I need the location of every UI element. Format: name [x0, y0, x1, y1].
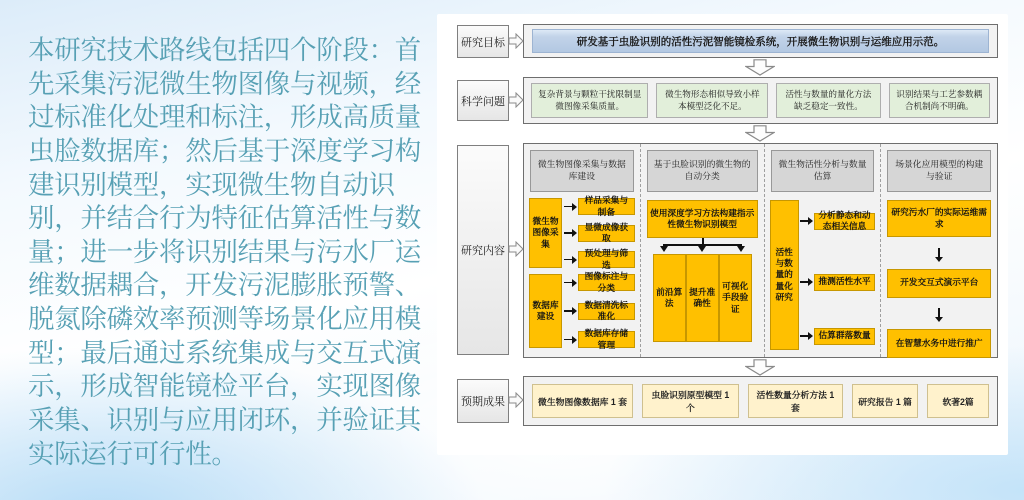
outcome-box: 研究报告 1 篇: [852, 384, 918, 418]
arrow-right-icon: [564, 232, 572, 234]
image-collection-group: [529, 195, 635, 270]
stage-label-scientific-questions: 科学问题: [457, 80, 509, 121]
question-box: 活性与数量的量化方法缺乏稳定一致性。: [776, 83, 880, 118]
database-construction-group: [529, 271, 635, 350]
flow-down-arrow-icon: [745, 125, 775, 147]
scientific-questions-container: [523, 77, 998, 124]
task-box: 可视化手段验证: [719, 254, 752, 342]
flow-down-arrow-icon: [745, 359, 775, 381]
research-goal-container: [523, 24, 998, 58]
step-box: 研究污水厂的实际运维需求: [887, 200, 991, 237]
deep-learning-model-box: 使用深度学习方法构建指示性微生物识别模型: [647, 200, 758, 238]
group-side-box: 活性与数量的量化研究: [770, 200, 799, 350]
stage-label-expected-outcomes: 预期成果: [457, 379, 509, 423]
content-column-application-models: [881, 144, 997, 357]
stage-label-research-goal: 研究目标: [457, 25, 509, 58]
column-header: 场景化应用模型的构建与验证: [887, 150, 991, 192]
column-header: 微生物活性分析与数量估算: [771, 150, 875, 192]
task-box: 预处理与筛选: [578, 251, 635, 268]
stage-label-research-content: 研究内容: [457, 145, 509, 355]
stage-arrow-right-icon: [508, 92, 524, 113]
step-box: 在智慧水务中进行推广: [887, 329, 991, 358]
expected-outcomes-container: [523, 376, 998, 426]
task-box: 估算群落数量: [814, 328, 876, 345]
research-goal-box: 研发基于虫脸识别的活性污泥智能镜检系统，开展微生物识别与运维应用示范。: [532, 29, 989, 53]
step-box: 开发交互式演示平台: [887, 269, 991, 298]
arrow-down-icon: [938, 308, 940, 318]
task-box: 提升准确性: [686, 254, 719, 342]
arrow-right-icon: [800, 335, 808, 337]
content-column-activity-quantity: [765, 144, 882, 357]
technical-route-diagram-panel: [437, 14, 1008, 455]
task-box: 显微成像获取: [578, 225, 635, 242]
question-box: 微生物形态相似导致小样本模型泛化不足。: [656, 83, 768, 118]
flow-down-arrow-icon: [745, 59, 775, 81]
task-box: 前沿算法: [653, 254, 686, 342]
outcome-box: 虫脸识别原型模型 1 个: [642, 384, 739, 418]
stage-arrow-right-icon: [508, 241, 524, 262]
outcome-box: 软著2篇: [927, 384, 989, 418]
task-box: 样品采集与制备: [578, 198, 635, 215]
task-box: 分析静态和动态相关信息: [814, 213, 876, 230]
arrow-down-icon: [938, 248, 940, 258]
arrow-right-icon: [564, 339, 572, 341]
task-box: 数据库存储管理: [578, 331, 635, 348]
outcome-box: 活性数量分析方法 1 套: [748, 384, 843, 418]
task-box: 数据清洗标准化: [578, 303, 635, 320]
research-content-container: [523, 143, 998, 358]
arrow-right-icon: [800, 281, 808, 283]
stage-arrow-right-icon: [508, 33, 524, 54]
arrow-right-icon: [564, 282, 572, 284]
stage-arrow-right-icon: [508, 392, 524, 413]
arrow-right-icon: [564, 206, 572, 208]
group-side-box: 微生物图像采集: [529, 198, 562, 268]
task-box: 图像标注与分类: [578, 274, 635, 291]
column-header: 基于虫脸识别的微生物的自动分类: [647, 150, 758, 192]
arrow-right-icon: [800, 220, 808, 222]
outcome-box: 微生物图像数据库 1 套: [532, 384, 633, 418]
branch-connector-icon: [652, 238, 753, 254]
group-side-box: 数据库建设: [529, 274, 562, 348]
task-box: 推测活性水平: [814, 274, 876, 291]
question-box: 识别结果与工艺参数耦合机制尚不明确。: [889, 83, 990, 118]
arrow-right-icon: [564, 259, 572, 261]
research-route-paragraph: 本研究技术路线包括四个阶段：首先采集污泥微生物图像与视频，经过标准化处理和标注，形成高质量虫脸数据库；然后基于深度学习构建识别模型，实现微生物自动识别，并结合行为特征估算活性与数量；进一步将识别结果与污水厂运维数据耦合，开发污泥膨胀预警、脱氮除磷效率预测等场景化应用模型；最后通过系统集成与交互式演示，形成智能镜检平台，实现图像采集、识别与应用闭环，并验证其实际运行可行性。: [28, 35, 421, 469]
content-column-auto-classification: [641, 144, 765, 357]
arrow-right-icon: [564, 310, 572, 312]
question-box: 复杂背景与颗粒干扰限制显微图像采集质量。: [531, 83, 648, 118]
column-header: 微生物图像采集与数据库建设: [530, 150, 634, 192]
content-column-image-database: [524, 144, 641, 357]
